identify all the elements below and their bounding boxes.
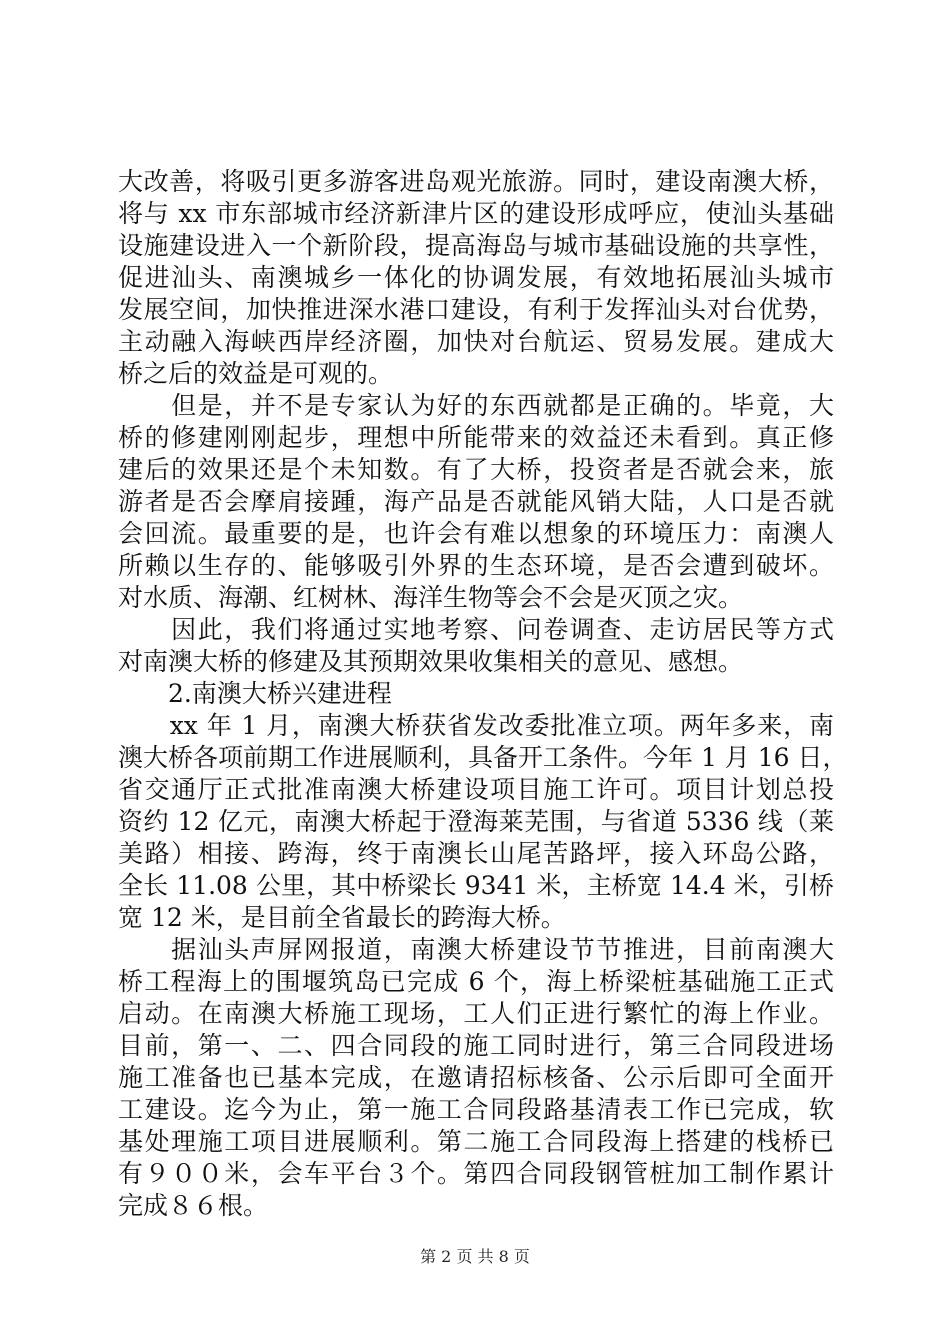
text-line: 澳大桥各项前期工作进展顺利，具备开工条件。今年 1 月 16 日， [118, 743, 848, 772]
text-line: 据汕头声屏网报道，南澳大桥建设节节推进，目前南澳大 [118, 935, 834, 964]
text-line: 桥工程海上的围堰筑岛已完成 6 个，海上桥梁桩基础施工正式 [118, 967, 834, 996]
text-line: xx 年 1 月，南澳大桥获省发改委批准立项。两年多来，南 [118, 711, 834, 740]
text-line: 游者是否会摩肩接踵，海产品是否就能风销大陆，人口是否就 [118, 487, 834, 516]
paragraph-3 [118, 614, 834, 678]
text-line: 建后的效果还是个未知数。有了大桥，投资者是否就会来，旅 [118, 455, 834, 484]
text-line: 促进汕头、南澳城乡一体化的协调发展，有效地拓展汕头城市 [118, 263, 834, 292]
section-heading [118, 678, 834, 710]
text-line: 对南澳大桥的修建及其预期效果收集相关的意见、感想。 [118, 647, 744, 676]
text-line: 完成８６根。 [118, 1191, 269, 1220]
text-line: 启动。在南澳大桥施工现场，工人们正进行繁忙的海上作业。 [118, 999, 834, 1028]
text-line: 施工准备也已基本完成，在邀请招标核备、公示后即可全面开 [118, 1063, 834, 1092]
text-line: 主动融入海峡西岸经济圈，加快对台航运、贸易发展。建成大 [118, 327, 834, 356]
text-line: 所赖以生存的、能够吸引外界的生态环境，是否会遭到破坏。 [118, 551, 834, 580]
text-line: 设施建设进入一个新阶段，提高海岛与城市基础设施的共享性， [118, 231, 834, 260]
page-footer: 第 2 页 共 8 页 [420, 1247, 530, 1266]
text-line: 全长 11.08 公里，其中桥梁长 9341 米，主桥宽 14.4 米，引桥 [118, 871, 834, 900]
paragraph-4 [118, 710, 848, 934]
text-line: 目前，第一、二、四合同段的施工同时进行，第三合同段进场 [118, 1031, 834, 1060]
heading-line: 2.南澳大桥兴建进程 [118, 679, 392, 708]
document-body [118, 166, 848, 1222]
text-line: 美路）相接、跨海，终于南澳长山尾苦路坪，接入环岛公路， [118, 839, 834, 868]
paragraph-2 [118, 390, 834, 614]
text-line: 将与 xx 市东部城市经济新津片区的建设形成呼应，使汕头基础 [118, 199, 834, 228]
text-line: 基处理施工项目进展顺利。第二施工合同段海上搭建的栈桥已 [118, 1127, 834, 1156]
text-line: 宽 12 米，是目前全省最长的跨海大桥。 [118, 903, 566, 932]
text-line: 大改善，将吸引更多游客进岛观光旅游。同时，建设南澳大桥， [118, 167, 834, 196]
text-line: 省交通厅正式批准南澳大桥建设项目施工许可。项目计划总投 [118, 775, 834, 804]
text-line: 发展空间，加快推进深水港口建设，有利于发挥汕头对台优势， [118, 295, 834, 324]
text-line: 对水质、海潮、红树林、海洋生物等会不会是灭顶之灾。 [118, 583, 744, 612]
text-line: 工建设。迄今为止，第一施工合同段路基清表工作已完成，软 [118, 1095, 834, 1124]
paragraph-5 [118, 934, 834, 1222]
text-line: 有９００米，会车平台３个。第四合同段钢管桩加工制作累计 [118, 1159, 834, 1188]
text-line: 会回流。最重要的是，也许会有难以想象的环境压力：南澳人 [118, 519, 834, 548]
text-line: 因此，我们将通过实地考察、问卷调查、走访居民等方式 [118, 615, 834, 644]
text-line: 但是，并不是专家认为好的东西就都是正确的。毕竟，大 [118, 391, 834, 420]
text-line: 资约 12 亿元，南澳大桥起于澄海莱芜围，与省道 5336 线（莱 [118, 807, 834, 836]
paragraph-1 [118, 166, 834, 390]
text-line: 桥的修建刚刚起步，理想中所能带来的效益还未看到。真正修 [118, 423, 834, 452]
text-line: 桥之后的效益是可观的。 [118, 359, 394, 388]
